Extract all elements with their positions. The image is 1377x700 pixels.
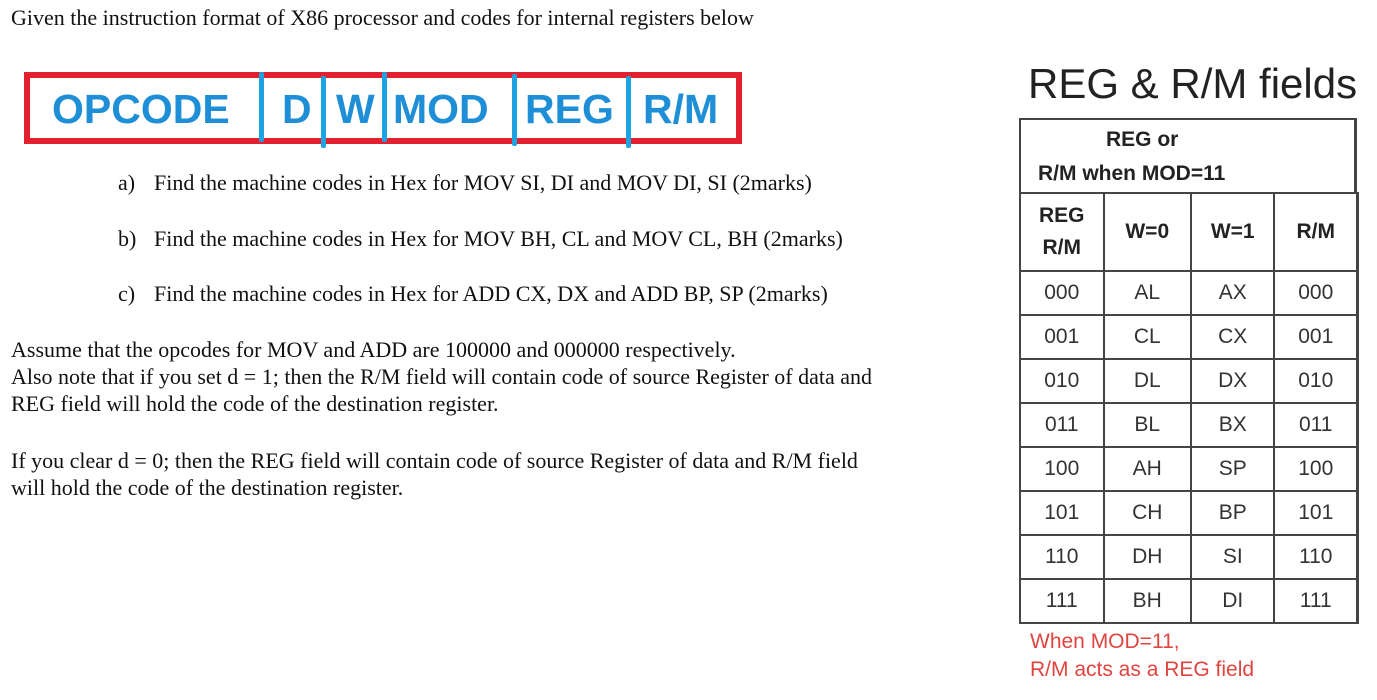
cell-reg-code: 111 [1045, 589, 1078, 612]
cell-w0-register: CL [1103, 316, 1190, 358]
field-opcode: OPCODE [52, 86, 230, 132]
question-label: b) [118, 226, 137, 251]
cell-w0-register: CH [1103, 492, 1190, 534]
question-text: Find the machine codes in Hex for MOV SI, DI and MOV DI, SI (2marks) [154, 170, 812, 195]
cell-reg-code: 101 [1044, 501, 1080, 524]
paragraph-line: If you clear d = 0; then the REG field will contain code of source Register of data and R/M field [11, 448, 858, 473]
paragraph-line: Assume that the opcodes for MOV and ADD are 100000 and 000000 respectively. [11, 337, 736, 362]
cell-rm-code: 001 [1273, 316, 1356, 358]
cell-reg-code: 011 [1045, 413, 1079, 436]
cell-rm-code: 101 [1273, 492, 1356, 534]
question-c [118, 281, 828, 307]
instruction-format-diagram [24, 72, 742, 144]
cell-rm-code: 010 [1273, 360, 1356, 402]
cell-reg-code: 010 [1044, 369, 1080, 392]
cell-w1-register: AX [1190, 272, 1274, 314]
col-header-reg-line2: R/M [1042, 236, 1081, 259]
cell-rm-code: 111 [1273, 580, 1356, 622]
cell-w1-register: DI [1190, 580, 1274, 622]
question-b [118, 226, 843, 252]
cell-w1-register: SI [1190, 536, 1274, 578]
question-a [118, 170, 812, 196]
clear-d-paragraph [11, 447, 858, 501]
table-row [1021, 358, 1356, 402]
cell-w0-register: DH [1103, 536, 1190, 578]
cell-w0-register: AH [1103, 448, 1190, 490]
header-line-2: R/M when MOD=11 [1038, 162, 1226, 185]
table-row [1021, 270, 1356, 314]
table-row [1021, 446, 1356, 490]
cell-reg-code: 001 [1044, 325, 1080, 348]
question-label: c) [118, 281, 136, 306]
col-header-rm: R/M [1273, 194, 1356, 270]
field-divider [259, 72, 264, 142]
table-row [1021, 578, 1356, 622]
field-reg: REG [525, 86, 614, 132]
field-divider [512, 74, 517, 146]
question-text: Find the machine codes in Hex for ADD CX, DX and ADD BP, SP (2marks) [154, 281, 828, 306]
field-mod: MOD [393, 86, 489, 132]
table-row [1021, 402, 1356, 446]
field-divider [321, 76, 326, 148]
mod-note-line-2: R/M acts as a REG field [1030, 658, 1255, 681]
col-header-reg [1021, 194, 1103, 270]
paragraph-line: will hold the code of the destination register. [11, 475, 404, 500]
cell-w0-register: DL [1103, 360, 1190, 402]
cell-w0-register: BH [1103, 580, 1190, 622]
cell-w1-register: BX [1190, 404, 1274, 446]
cell-w0-register: BL [1103, 404, 1190, 446]
question-text: Find the machine codes in Hex for MOV BH, CL and MOV CL, BH (2marks) [154, 226, 843, 251]
paragraph-line: Also note that if you set d = 1; then the R/M field will contain code of source Register of data and [11, 364, 873, 389]
cell-w1-register: SP [1190, 448, 1274, 490]
table-column-headers [1021, 194, 1356, 270]
cell-rm-code: 100 [1273, 448, 1356, 490]
field-w: W [336, 86, 375, 132]
table-row [1021, 314, 1356, 358]
cell-w1-register: BP [1190, 492, 1274, 534]
col-header-w0: W=0 [1103, 194, 1190, 270]
col-header-w1: W=1 [1190, 194, 1274, 270]
field-divider [626, 76, 631, 148]
cell-rm-code: 011 [1273, 404, 1356, 446]
cell-w1-register: CX [1190, 316, 1274, 358]
table-row [1021, 490, 1356, 534]
table-row [1021, 534, 1356, 578]
header-line-1: REG or [1106, 128, 1179, 151]
field-rm: R/M [643, 86, 719, 132]
field-d: D [282, 86, 312, 132]
table-grid [1019, 192, 1359, 624]
field-divider [382, 72, 387, 142]
cell-rm-code: 000 [1273, 272, 1356, 314]
cell-rm-code: 110 [1273, 536, 1356, 578]
cell-w1-register: DX [1190, 360, 1274, 402]
col-header-reg-line1: REG [1038, 204, 1085, 227]
mod-note-line-1: When MOD=11, [1030, 630, 1180, 653]
cell-reg-code: 110 [1045, 545, 1079, 568]
table-title: REG & R/M fields [1028, 60, 1358, 107]
intro-text: Given the instruction format of X86 processor and codes for internal registers below [11, 5, 754, 30]
question-label: a) [118, 170, 136, 195]
mod-note [1030, 628, 1254, 684]
cell-w0-register: AL [1103, 272, 1190, 314]
paragraph-line: REG field will hold the code of the destination register. [11, 391, 499, 416]
cell-reg-code: 100 [1044, 457, 1080, 480]
assumption-paragraph [11, 336, 872, 417]
table-header-box [1019, 118, 1357, 194]
cell-reg-code: 000 [1044, 281, 1080, 304]
